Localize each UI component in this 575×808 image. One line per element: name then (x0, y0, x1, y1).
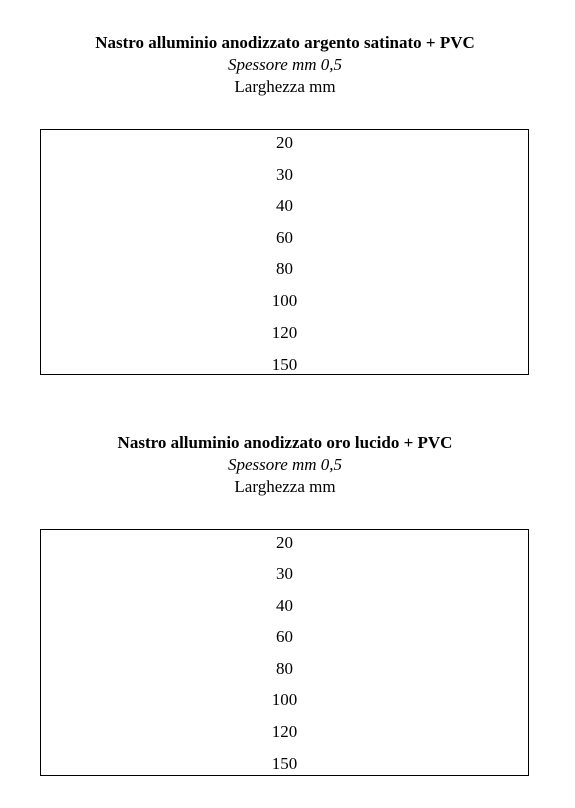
width-row: 100 (271, 690, 298, 709)
width-row: 80 (276, 659, 293, 678)
width-row: 60 (276, 627, 293, 646)
width-table (40, 129, 529, 375)
thickness-label: Spessore mm 0,5 (227, 455, 343, 474)
width-header: Larghezza mm (234, 77, 336, 96)
width-row: 120 (271, 722, 298, 741)
width-row: 30 (276, 165, 293, 184)
width-row: 40 (276, 596, 293, 615)
width-row: 60 (276, 228, 293, 247)
width-row: 120 (271, 323, 298, 342)
width-row: 150 (271, 355, 298, 374)
width-header: Larghezza mm (234, 477, 336, 496)
product-title: Nastro alluminio anodizzato oro lucido + PVC (117, 433, 453, 452)
width-row: 100 (271, 291, 298, 310)
width-row: 150 (271, 754, 298, 773)
width-row: 30 (276, 564, 293, 583)
width-row: 20 (276, 133, 293, 152)
width-row: 40 (276, 196, 293, 215)
width-row: 80 (276, 259, 293, 278)
thickness-label: Spessore mm 0,5 (227, 55, 343, 74)
width-table (40, 529, 529, 776)
product-title: Nastro alluminio anodizzato argento satinato + PVC (95, 33, 475, 52)
width-row: 20 (276, 533, 293, 552)
